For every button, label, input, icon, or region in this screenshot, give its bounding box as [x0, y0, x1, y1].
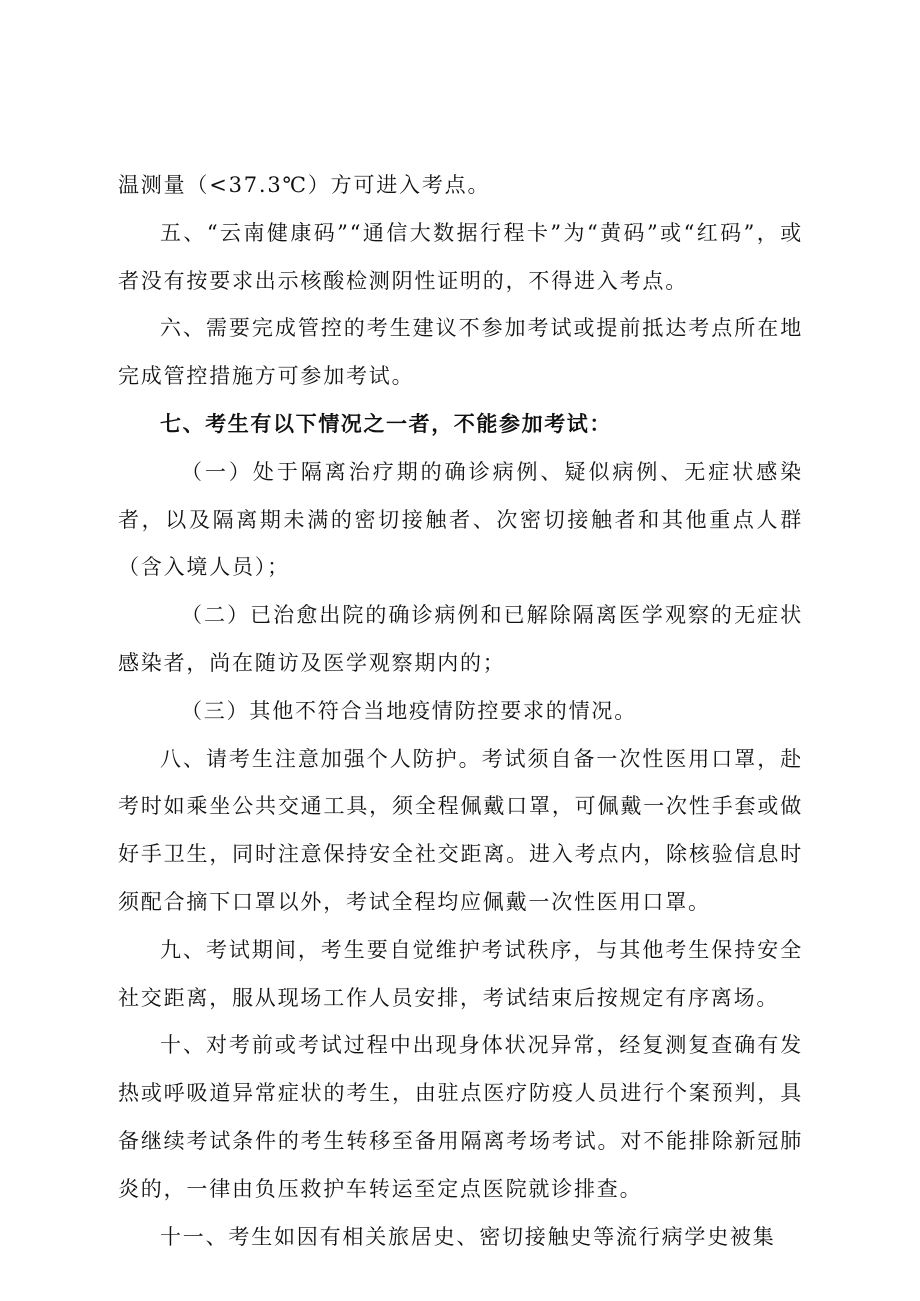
paragraph-item-10: 十、对考前或考试过程中出现身体状况异常，经复测复查确有发热或呼吸道异常症状的考生，由驻点医疗防疫人员进行个案预判，具备继续考试条件的考生转移至备用隔离考场考试。对不能排除新冠肺炎的，一律由负压救护车转运至定点医院就诊排查。	[118, 1033, 803, 1201]
document-body	[118, 162, 803, 1261]
paragraph-item-9: 九、考试期间，考生要自觉维护考试秩序，与其他考生保持安全社交距离，服从现场工作人员安排，考试结束后按规定有序离场。	[118, 937, 803, 1010]
subitem-1: （一）处于隔离治疗期的确诊病例、疑似病例、无症状感染者，以及隔离期未满的密切接触者、次密切接触者和其他重点人群（含入境人员）；	[118, 459, 803, 580]
subitem-2: （二）已治愈出院的确诊病例和已解除隔离医学观察的无症状感染者，尚在随访及医学观察期内的；	[118, 603, 803, 675]
paragraph-item-11: 十一、考生如因有相关旅居史、密切接触史等流行病学史被集	[160, 1224, 776, 1249]
paragraph-item-8: 八、请考生注意加强个人防护。考试须自备一次性医用口罩，赴考时如乘坐公共交通工具，须全程佩戴口罩，可佩戴一次性手套或做好手卫生，同时注意保持安全社交距离。进入考点内，除核验信息时须配合摘下口罩以外，考试全程均应佩戴一次性医用口罩。	[118, 746, 803, 914]
paragraph-temperature-continuation: 温测量（<37.3℃）方可进入考点。	[118, 173, 491, 197]
paragraph-item-5: 五、“云南健康码”“通信大数据行程卡”为“黄码”或“红码”，或者没有按要求出示核酸检测阴性证明的，不得进入考点。	[118, 220, 803, 293]
subitem-3: （三）其他不符合当地疫情防控要求的情况。	[181, 698, 637, 723]
paragraph-item-6: 六、需要完成管控的考生建议不参加考试或提前抵达考点所在地完成管控措施方可参加考试。	[118, 316, 803, 389]
section-heading-item-7: 七、考生有以下情况之一者，不能参加考试：	[160, 411, 612, 436]
